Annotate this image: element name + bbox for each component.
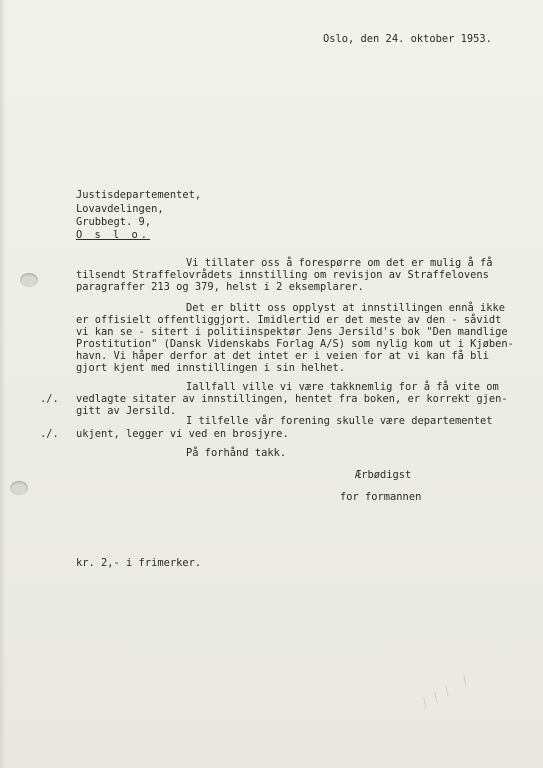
- enclosure-mark-1: ./.: [40, 393, 59, 405]
- recipient-line-2: Lovavdelingen,: [76, 203, 164, 215]
- closing-line: Ærbødigst: [355, 469, 412, 481]
- para2-line-6: gjort kjent med innstillingen i sin helhet.: [76, 362, 345, 374]
- para1-line-1: Vi tillater oss å forespørre om det er mulig å få: [186, 257, 493, 269]
- thanks-line: På forhånd takk.: [186, 447, 287, 459]
- para2-line-2: er offisielt offentliggjort. Imidlertid er det meste av den - såvidt: [76, 314, 502, 326]
- para3-line-3: gitt av Jersild.: [76, 405, 177, 417]
- page-edge-shadow: [0, 0, 6, 768]
- para1-line-2: tilsendt Straffelovrådets innstilling om revisjon av Straffelovens: [76, 269, 489, 281]
- para2-line-1: Det er blitt oss opplyst at innstillingen ennå ikke: [186, 302, 506, 314]
- para4-line-1: I tilfelle vår forening skulle være departementet: [186, 415, 493, 427]
- para3-line-2: vedlagte sitater av innstillingen, hentet fra boken, er korrekt gjen-: [76, 393, 508, 405]
- para1-line-3: paragraffer 213 og 379, helst i 2 eksemplarer.: [76, 281, 364, 293]
- recipient-city: O s l o.: [76, 229, 151, 241]
- recipient-line-1: Justisdepartementet,: [76, 189, 202, 201]
- para3-line-1: Iallfall ville vi være takknemlig for å få vite om: [186, 381, 499, 393]
- para4-line-2: ukjent, legger vi ved en brosjyre.: [76, 428, 289, 440]
- punch-hole-bottom: [10, 481, 28, 495]
- signer-line: for formannen: [340, 491, 422, 503]
- enclosure-mark-2: ./.: [40, 428, 59, 440]
- postage-note: kr. 2,- i frimerker.: [76, 557, 202, 569]
- para2-line-4: Prostitution" (Dansk Videnskabs Forlag A/S) som nylig kom ut i Kjøben-: [76, 338, 514, 350]
- letter-date: Oslo, den 24. oktober 1953.: [323, 33, 492, 45]
- punch-hole-top: [20, 273, 38, 287]
- recipient-line-3: Grubbegt. 9,: [76, 216, 152, 228]
- para2-line-5: havn. Vi håper derfor at det intet er i veien for at vi kan få bli: [76, 350, 489, 362]
- para2-line-3: vi kan se - sitert i politiinspektør Jens Jersild's bok "Den mandlige: [76, 326, 508, 338]
- faint-pencil-mark: / / / ∕: [419, 673, 471, 712]
